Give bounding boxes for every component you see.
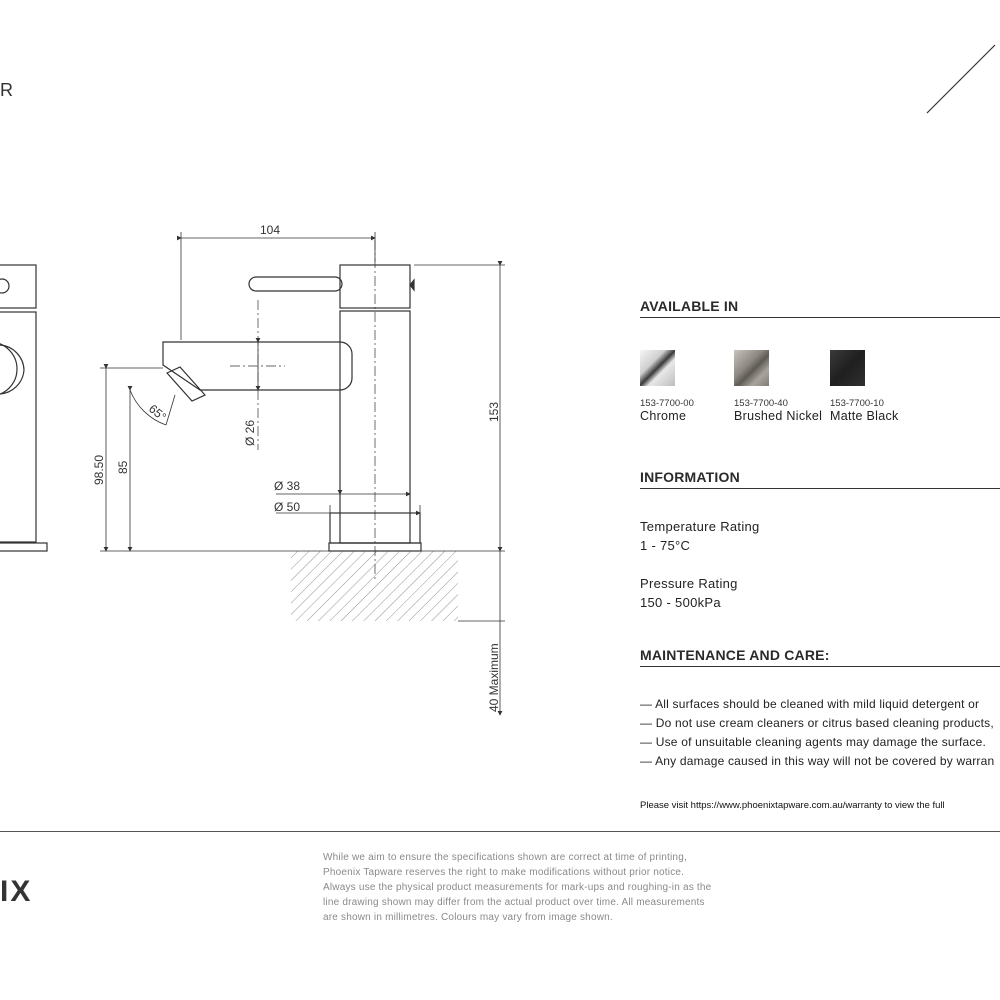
disclaimer-line: Always use the physical product measurements for mark-ups and roughing-in as the (323, 882, 712, 893)
page-title-partial: R (0, 80, 13, 100)
brand-logo-partial: IX (0, 875, 33, 908)
footer-divider (0, 831, 1000, 832)
dim-65-angle-label: 65° (146, 401, 169, 424)
dimension-lines (100, 232, 505, 715)
care-item: — Any damage caused in this way will not be covered by warran (640, 754, 995, 768)
care-item: — Use of unsuitable cleaning agents may damage the surface. (640, 735, 986, 749)
dim-98-50-label: 98.50 (92, 454, 106, 485)
matte-black-code: 153-7700-10 (830, 398, 884, 409)
maintenance-title: MAINTENANCE AND CARE: (640, 647, 830, 663)
matte-black-swatch (830, 350, 865, 386)
chrome-name: Chrome (640, 409, 687, 423)
dim-85-label: 85 (116, 460, 130, 474)
brushed-nickel-swatch (734, 350, 769, 386)
care-item: — All surfaces should be cleaned with mild liquid detergent or (640, 697, 980, 711)
available-in-title: AVAILABLE IN (640, 298, 739, 314)
temperature-label: Temperature Rating (640, 519, 760, 534)
information-divider (640, 488, 1000, 489)
corner-diagonal-line (927, 45, 995, 113)
care-item: — Do not use cream cleaners or citrus based cleaning products, (640, 716, 994, 730)
available-in-divider (640, 317, 1000, 318)
brushed-nickel-code: 153-7700-40 (734, 398, 788, 409)
disclaimer-line: are shown in millimetres. Colours may vary from image shown. (323, 912, 613, 923)
pressure-label: Pressure Rating (640, 576, 738, 591)
dim-153-label: 153 (487, 401, 501, 422)
chrome-swatch (640, 350, 675, 386)
maintenance-divider (640, 666, 1000, 667)
warranty-notice: Please visit https://www.phoenixtapware.com.au/warranty to view the full (640, 800, 945, 811)
pressure-value: 150 - 500kPa (640, 595, 721, 610)
matte-black-name: Matte Black (830, 409, 899, 423)
side-view-partial (0, 265, 47, 551)
dim-40-max-label: 40 Maximum (487, 643, 501, 712)
disclaimer-line: Phoenix Tapware reserves the right to make modifications without prior notice. (323, 867, 685, 878)
chrome-code: 153-7700-00 (640, 398, 694, 409)
information-title: INFORMATION (640, 469, 740, 485)
bench-section-hatch (291, 551, 458, 621)
disclaimer-line: line drawing shown may differ from the actual product over time. All measurements (323, 897, 705, 908)
temperature-value: 1 - 75°C (640, 538, 691, 553)
dim-104-label: 104 (260, 223, 281, 237)
disclaimer-line: While we aim to ensure the specifications shown are correct at time of printing, (323, 852, 687, 863)
brushed-nickel-name: Brushed Nickel (734, 409, 823, 423)
dim-38-label: Ø 38 (274, 479, 301, 493)
dim-50-label: Ø 50 (274, 500, 301, 514)
dim-26-label: Ø 26 (243, 419, 257, 446)
